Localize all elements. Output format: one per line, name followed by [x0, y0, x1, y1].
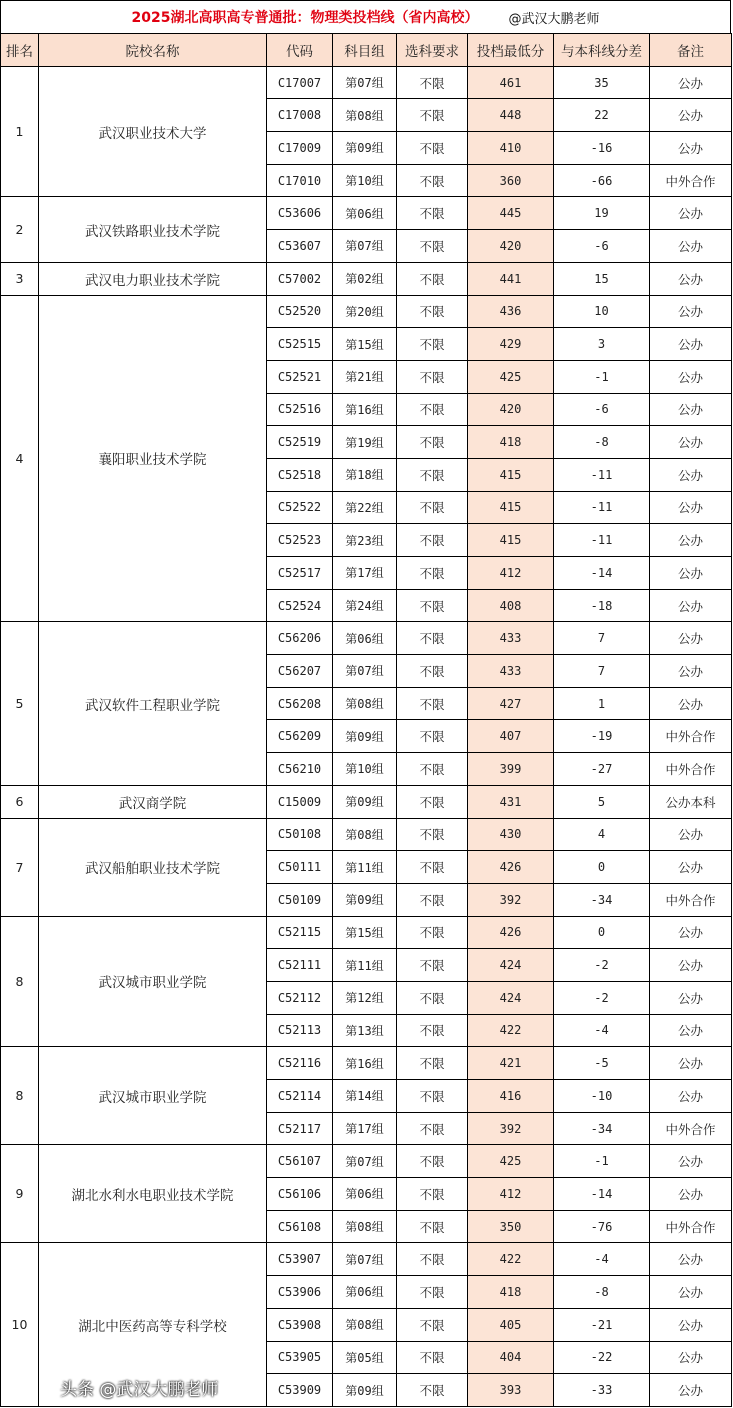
min-score-cell: 407	[468, 720, 554, 753]
table-row	[1, 1145, 732, 1178]
min-score-cell: 429	[468, 328, 554, 361]
rank-cell: 3	[1, 262, 39, 295]
requirement-cell: 不限	[397, 360, 468, 393]
note-cell: 公办	[650, 328, 732, 361]
min-score-cell: 425	[468, 1145, 554, 1178]
diff-cell: 1	[554, 687, 650, 720]
min-score-cell: 445	[468, 197, 554, 230]
code-cell: C56106	[267, 1178, 333, 1211]
diff-cell: -2	[554, 981, 650, 1014]
code-cell: C52522	[267, 491, 333, 524]
diff-cell: -8	[554, 426, 650, 459]
diff-cell: -33	[554, 1374, 650, 1407]
diff-cell: -34	[554, 1112, 650, 1145]
min-score-cell: 360	[468, 164, 554, 197]
subject-group-cell: 第10组	[333, 753, 397, 786]
min-score-cell: 425	[468, 360, 554, 393]
diff-cell: -11	[554, 524, 650, 557]
requirement-cell: 不限	[397, 426, 468, 459]
note-cell: 公办	[650, 99, 732, 132]
table-title: 2025湖北高职高专普通批：物理类投档线（省内高校）	[131, 10, 479, 26]
min-score-cell: 412	[468, 1178, 554, 1211]
min-score-cell: 422	[468, 1014, 554, 1047]
requirement-cell: 不限	[397, 230, 468, 263]
header-min-score: 投档最低分	[468, 34, 554, 67]
school-name-cell: 武汉职业技术大学	[39, 66, 267, 197]
subject-group-cell: 第19组	[333, 426, 397, 459]
min-score-cell: 424	[468, 949, 554, 982]
author-handle: @武汉大鹏老师	[508, 11, 600, 27]
diff-cell: -2	[554, 949, 650, 982]
requirement-cell: 不限	[397, 262, 468, 295]
subject-group-cell: 第11组	[333, 851, 397, 884]
header-school-name: 院校名称	[39, 34, 267, 67]
code-cell: C50111	[267, 851, 333, 884]
diff-cell: -16	[554, 132, 650, 165]
code-cell: C53908	[267, 1308, 333, 1341]
note-cell: 公办	[650, 230, 732, 263]
diff-cell: -14	[554, 557, 650, 590]
subject-group-cell: 第23组	[333, 524, 397, 557]
note-cell: 中外合作	[650, 883, 732, 916]
code-cell: C52520	[267, 295, 333, 328]
requirement-cell: 不限	[397, 687, 468, 720]
subject-group-cell: 第12组	[333, 981, 397, 1014]
diff-cell: -19	[554, 720, 650, 753]
diff-cell: -10	[554, 1080, 650, 1113]
requirement-cell: 不限	[397, 458, 468, 491]
table-row	[1, 785, 732, 818]
requirement-cell: 不限	[397, 164, 468, 197]
school-name-cell: 武汉船舶职业技术学院	[39, 818, 267, 916]
min-score-cell: 431	[468, 785, 554, 818]
diff-cell: -34	[554, 883, 650, 916]
header-rank: 排名	[1, 34, 39, 67]
min-score-cell: 461	[468, 66, 554, 99]
subject-group-cell: 第08组	[333, 99, 397, 132]
note-cell: 中外合作	[650, 1112, 732, 1145]
note-cell: 中外合作	[650, 164, 732, 197]
school-name-cell: 襄阳职业技术学院	[39, 295, 267, 622]
code-cell: C56207	[267, 655, 333, 688]
code-cell: C53907	[267, 1243, 333, 1276]
min-score-cell: 412	[468, 557, 554, 590]
table-row	[1, 262, 732, 295]
note-cell: 公办	[650, 589, 732, 622]
diff-cell: -14	[554, 1178, 650, 1211]
code-cell: C17008	[267, 99, 333, 132]
header-subject-group: 科目组	[333, 34, 397, 67]
school-name-cell: 武汉电力职业技术学院	[39, 262, 267, 295]
requirement-cell: 不限	[397, 720, 468, 753]
subject-group-cell: 第09组	[333, 883, 397, 916]
requirement-cell: 不限	[397, 524, 468, 557]
school-name-cell: 武汉城市职业学院	[39, 916, 267, 1047]
min-score-cell: 350	[468, 1210, 554, 1243]
table-row	[1, 1047, 732, 1080]
subject-group-cell: 第07组	[333, 655, 397, 688]
header-subject-requirement: 选科要求	[397, 34, 468, 67]
school-name-cell: 武汉铁路职业技术学院	[39, 197, 267, 262]
requirement-cell: 不限	[397, 1178, 468, 1211]
code-cell: C17009	[267, 132, 333, 165]
code-cell: C52517	[267, 557, 333, 590]
school-name-cell: 武汉商学院	[39, 785, 267, 818]
min-score-cell: 436	[468, 295, 554, 328]
code-cell: C50109	[267, 883, 333, 916]
requirement-cell: 不限	[397, 557, 468, 590]
subject-group-cell: 第17组	[333, 557, 397, 590]
requirement-cell: 不限	[397, 1243, 468, 1276]
subject-group-cell: 第09组	[333, 785, 397, 818]
note-cell: 公办	[650, 818, 732, 851]
code-cell: C52116	[267, 1047, 333, 1080]
note-cell: 中外合作	[650, 1210, 732, 1243]
note-cell: 公办	[650, 1080, 732, 1113]
note-cell: 公办	[650, 491, 732, 524]
code-cell: C52112	[267, 981, 333, 1014]
code-cell: C56208	[267, 687, 333, 720]
subject-group-cell: 第08组	[333, 1308, 397, 1341]
diff-cell: 15	[554, 262, 650, 295]
note-cell: 公办	[650, 1374, 732, 1407]
note-cell: 公办	[650, 458, 732, 491]
min-score-cell: 427	[468, 687, 554, 720]
requirement-cell: 不限	[397, 785, 468, 818]
subject-group-cell: 第02组	[333, 262, 397, 295]
requirement-cell: 不限	[397, 66, 468, 99]
code-cell: C56108	[267, 1210, 333, 1243]
requirement-cell: 不限	[397, 99, 468, 132]
subject-group-cell: 第21组	[333, 360, 397, 393]
diff-cell: -6	[554, 230, 650, 263]
min-score-cell: 415	[468, 491, 554, 524]
note-cell: 公办	[650, 622, 732, 655]
note-cell: 公办	[650, 1243, 732, 1276]
code-cell: C52519	[267, 426, 333, 459]
requirement-cell: 不限	[397, 491, 468, 524]
min-score-cell: 420	[468, 230, 554, 263]
diff-cell: -4	[554, 1014, 650, 1047]
note-cell: 公办	[650, 1178, 732, 1211]
diff-cell: 35	[554, 66, 650, 99]
subject-group-cell: 第22组	[333, 491, 397, 524]
diff-cell: 7	[554, 655, 650, 688]
rank-cell: 8	[1, 916, 39, 1047]
requirement-cell: 不限	[397, 818, 468, 851]
subject-group-cell: 第20组	[333, 295, 397, 328]
requirement-cell: 不限	[397, 753, 468, 786]
min-score-cell: 430	[468, 818, 554, 851]
min-score-cell: 422	[468, 1243, 554, 1276]
min-score-cell: 424	[468, 981, 554, 1014]
table-row	[1, 66, 732, 99]
subject-group-cell: 第24组	[333, 589, 397, 622]
min-score-cell: 441	[468, 262, 554, 295]
rank-cell: 8	[1, 1047, 39, 1145]
code-cell: C17007	[267, 66, 333, 99]
table-row	[1, 295, 732, 328]
requirement-cell: 不限	[397, 981, 468, 1014]
code-cell: C52115	[267, 916, 333, 949]
min-score-cell: 426	[468, 916, 554, 949]
code-cell: C52521	[267, 360, 333, 393]
header-code: 代码	[267, 34, 333, 67]
table-row	[1, 197, 732, 230]
subject-group-cell: 第07组	[333, 66, 397, 99]
note-cell: 公办	[650, 524, 732, 557]
note-cell: 公办	[650, 1047, 732, 1080]
header-note: 备注	[650, 34, 732, 67]
diff-cell: -27	[554, 753, 650, 786]
requirement-cell: 不限	[397, 132, 468, 165]
min-score-cell: 404	[468, 1341, 554, 1374]
code-cell: C53905	[267, 1341, 333, 1374]
diff-cell: 7	[554, 622, 650, 655]
requirement-cell: 不限	[397, 1308, 468, 1341]
min-score-cell: 426	[468, 851, 554, 884]
subject-group-cell: 第15组	[333, 328, 397, 361]
subject-group-cell: 第18组	[333, 458, 397, 491]
requirement-cell: 不限	[397, 1047, 468, 1080]
note-cell: 公办	[650, 981, 732, 1014]
note-cell: 公办	[650, 1341, 732, 1374]
subject-group-cell: 第09组	[333, 1374, 397, 1407]
min-score-cell: 421	[468, 1047, 554, 1080]
requirement-cell: 不限	[397, 295, 468, 328]
diff-cell: -66	[554, 164, 650, 197]
note-cell: 中外合作	[650, 720, 732, 753]
code-cell: C53906	[267, 1276, 333, 1309]
diff-cell: -11	[554, 491, 650, 524]
diff-cell: 3	[554, 328, 650, 361]
rank-cell: 6	[1, 785, 39, 818]
min-score-cell: 418	[468, 426, 554, 459]
subject-group-cell: 第14组	[333, 1080, 397, 1113]
requirement-cell: 不限	[397, 1014, 468, 1047]
header-diff: 与本科线分差	[554, 34, 650, 67]
diff-cell: 19	[554, 197, 650, 230]
subject-group-cell: 第06组	[333, 1276, 397, 1309]
diff-cell: -11	[554, 458, 650, 491]
subject-group-cell: 第07组	[333, 1243, 397, 1276]
note-cell: 公办	[650, 1308, 732, 1341]
note-cell: 公办	[650, 426, 732, 459]
requirement-cell: 不限	[397, 197, 468, 230]
subject-group-cell: 第08组	[333, 1210, 397, 1243]
requirement-cell: 不限	[397, 1276, 468, 1309]
subject-group-cell: 第10组	[333, 164, 397, 197]
rank-cell: 9	[1, 1145, 39, 1243]
diff-cell: -6	[554, 393, 650, 426]
note-cell: 公办	[650, 851, 732, 884]
note-cell: 公办	[650, 1276, 732, 1309]
note-cell: 公办	[650, 655, 732, 688]
requirement-cell: 不限	[397, 622, 468, 655]
code-cell: C56107	[267, 1145, 333, 1178]
note-cell: 公办	[650, 132, 732, 165]
subject-group-cell: 第16组	[333, 1047, 397, 1080]
min-score-cell: 410	[468, 132, 554, 165]
code-cell: C53909	[267, 1374, 333, 1407]
school-name-cell: 湖北水利水电职业技术学院	[39, 1145, 267, 1243]
subject-group-cell: 第13组	[333, 1014, 397, 1047]
diff-cell: -18	[554, 589, 650, 622]
diff-cell: 0	[554, 916, 650, 949]
min-score-cell: 405	[468, 1308, 554, 1341]
requirement-cell: 不限	[397, 589, 468, 622]
min-score-cell: 415	[468, 524, 554, 557]
subject-group-cell: 第11组	[333, 949, 397, 982]
table-title-bar	[0, 0, 731, 33]
subject-group-cell: 第16组	[333, 393, 397, 426]
note-cell: 公办	[650, 1145, 732, 1178]
rank-cell: 4	[1, 295, 39, 622]
min-score-cell: 408	[468, 589, 554, 622]
subject-group-cell: 第09组	[333, 132, 397, 165]
watermark: 头条 @武汉大鹏老师	[60, 1380, 219, 1400]
min-score-cell: 399	[468, 753, 554, 786]
requirement-cell: 不限	[397, 883, 468, 916]
subject-group-cell: 第08组	[333, 818, 397, 851]
subject-group-cell: 第07组	[333, 1145, 397, 1178]
requirement-cell: 不限	[397, 1112, 468, 1145]
requirement-cell: 不限	[397, 1210, 468, 1243]
note-cell: 公办本科	[650, 785, 732, 818]
requirement-cell: 不限	[397, 393, 468, 426]
subject-group-cell: 第07组	[333, 230, 397, 263]
requirement-cell: 不限	[397, 1145, 468, 1178]
code-cell: C52117	[267, 1112, 333, 1145]
note-cell: 公办	[650, 393, 732, 426]
requirement-cell: 不限	[397, 916, 468, 949]
min-score-cell: 448	[468, 99, 554, 132]
diff-cell: 0	[554, 851, 650, 884]
subject-group-cell: 第06组	[333, 197, 397, 230]
min-score-cell: 415	[468, 458, 554, 491]
min-score-cell: 393	[468, 1374, 554, 1407]
code-cell: C57002	[267, 262, 333, 295]
school-name-cell: 武汉软件工程职业学院	[39, 622, 267, 785]
rank-cell: 5	[1, 622, 39, 785]
code-cell: C52523	[267, 524, 333, 557]
code-cell: C52518	[267, 458, 333, 491]
note-cell: 公办	[650, 360, 732, 393]
subject-group-cell: 第06组	[333, 622, 397, 655]
note-cell: 公办	[650, 295, 732, 328]
min-score-cell: 433	[468, 655, 554, 688]
admission-score-table	[0, 33, 732, 1407]
diff-cell: -5	[554, 1047, 650, 1080]
requirement-cell: 不限	[397, 655, 468, 688]
min-score-cell: 392	[468, 883, 554, 916]
note-cell: 公办	[650, 66, 732, 99]
code-cell: C53607	[267, 230, 333, 263]
diff-cell: 10	[554, 295, 650, 328]
subject-group-cell: 第08组	[333, 687, 397, 720]
subject-group-cell: 第05组	[333, 1341, 397, 1374]
diff-cell: 4	[554, 818, 650, 851]
diff-cell: -4	[554, 1243, 650, 1276]
code-cell: C56206	[267, 622, 333, 655]
rank-cell: 7	[1, 818, 39, 916]
diff-cell: -8	[554, 1276, 650, 1309]
subject-group-cell: 第06组	[333, 1178, 397, 1211]
note-cell: 公办	[650, 916, 732, 949]
min-score-cell: 416	[468, 1080, 554, 1113]
note-cell: 公办	[650, 197, 732, 230]
diff-cell: -1	[554, 360, 650, 393]
diff-cell: -21	[554, 1308, 650, 1341]
code-cell: C52114	[267, 1080, 333, 1113]
subject-group-cell: 第09组	[333, 720, 397, 753]
requirement-cell: 不限	[397, 949, 468, 982]
table-row	[1, 916, 732, 949]
table-row	[1, 1243, 732, 1276]
diff-cell: -22	[554, 1341, 650, 1374]
min-score-cell: 392	[468, 1112, 554, 1145]
note-cell: 公办	[650, 1014, 732, 1047]
note-cell: 公办	[650, 949, 732, 982]
requirement-cell: 不限	[397, 328, 468, 361]
note-cell: 中外合作	[650, 753, 732, 786]
note-cell: 公办	[650, 687, 732, 720]
header-row	[1, 34, 732, 67]
diff-cell: 22	[554, 99, 650, 132]
code-cell: C50108	[267, 818, 333, 851]
requirement-cell: 不限	[397, 1341, 468, 1374]
code-cell: C52113	[267, 1014, 333, 1047]
code-cell: C53606	[267, 197, 333, 230]
school-name-cell: 湖北中医药高等专科学校	[39, 1243, 267, 1406]
min-score-cell: 418	[468, 1276, 554, 1309]
note-cell: 公办	[650, 262, 732, 295]
requirement-cell: 不限	[397, 1080, 468, 1113]
diff-cell: 5	[554, 785, 650, 818]
diff-cell: -76	[554, 1210, 650, 1243]
code-cell: C52516	[267, 393, 333, 426]
code-cell: C52524	[267, 589, 333, 622]
subject-group-cell: 第17组	[333, 1112, 397, 1145]
code-cell: C56210	[267, 753, 333, 786]
school-name-cell: 武汉城市职业学院	[39, 1047, 267, 1145]
subject-group-cell: 第15组	[333, 916, 397, 949]
requirement-cell: 不限	[397, 851, 468, 884]
diff-cell: -1	[554, 1145, 650, 1178]
code-cell: C52111	[267, 949, 333, 982]
table-row	[1, 818, 732, 851]
code-cell: C56209	[267, 720, 333, 753]
rank-cell: 1	[1, 66, 39, 197]
code-cell: C52515	[267, 328, 333, 361]
table-row	[1, 622, 732, 655]
rank-cell: 10	[1, 1243, 39, 1406]
code-cell: C17010	[267, 164, 333, 197]
min-score-cell: 420	[468, 393, 554, 426]
code-cell: C15009	[267, 785, 333, 818]
min-score-cell: 433	[468, 622, 554, 655]
note-cell: 公办	[650, 557, 732, 590]
rank-cell: 2	[1, 197, 39, 262]
requirement-cell: 不限	[397, 1374, 468, 1407]
